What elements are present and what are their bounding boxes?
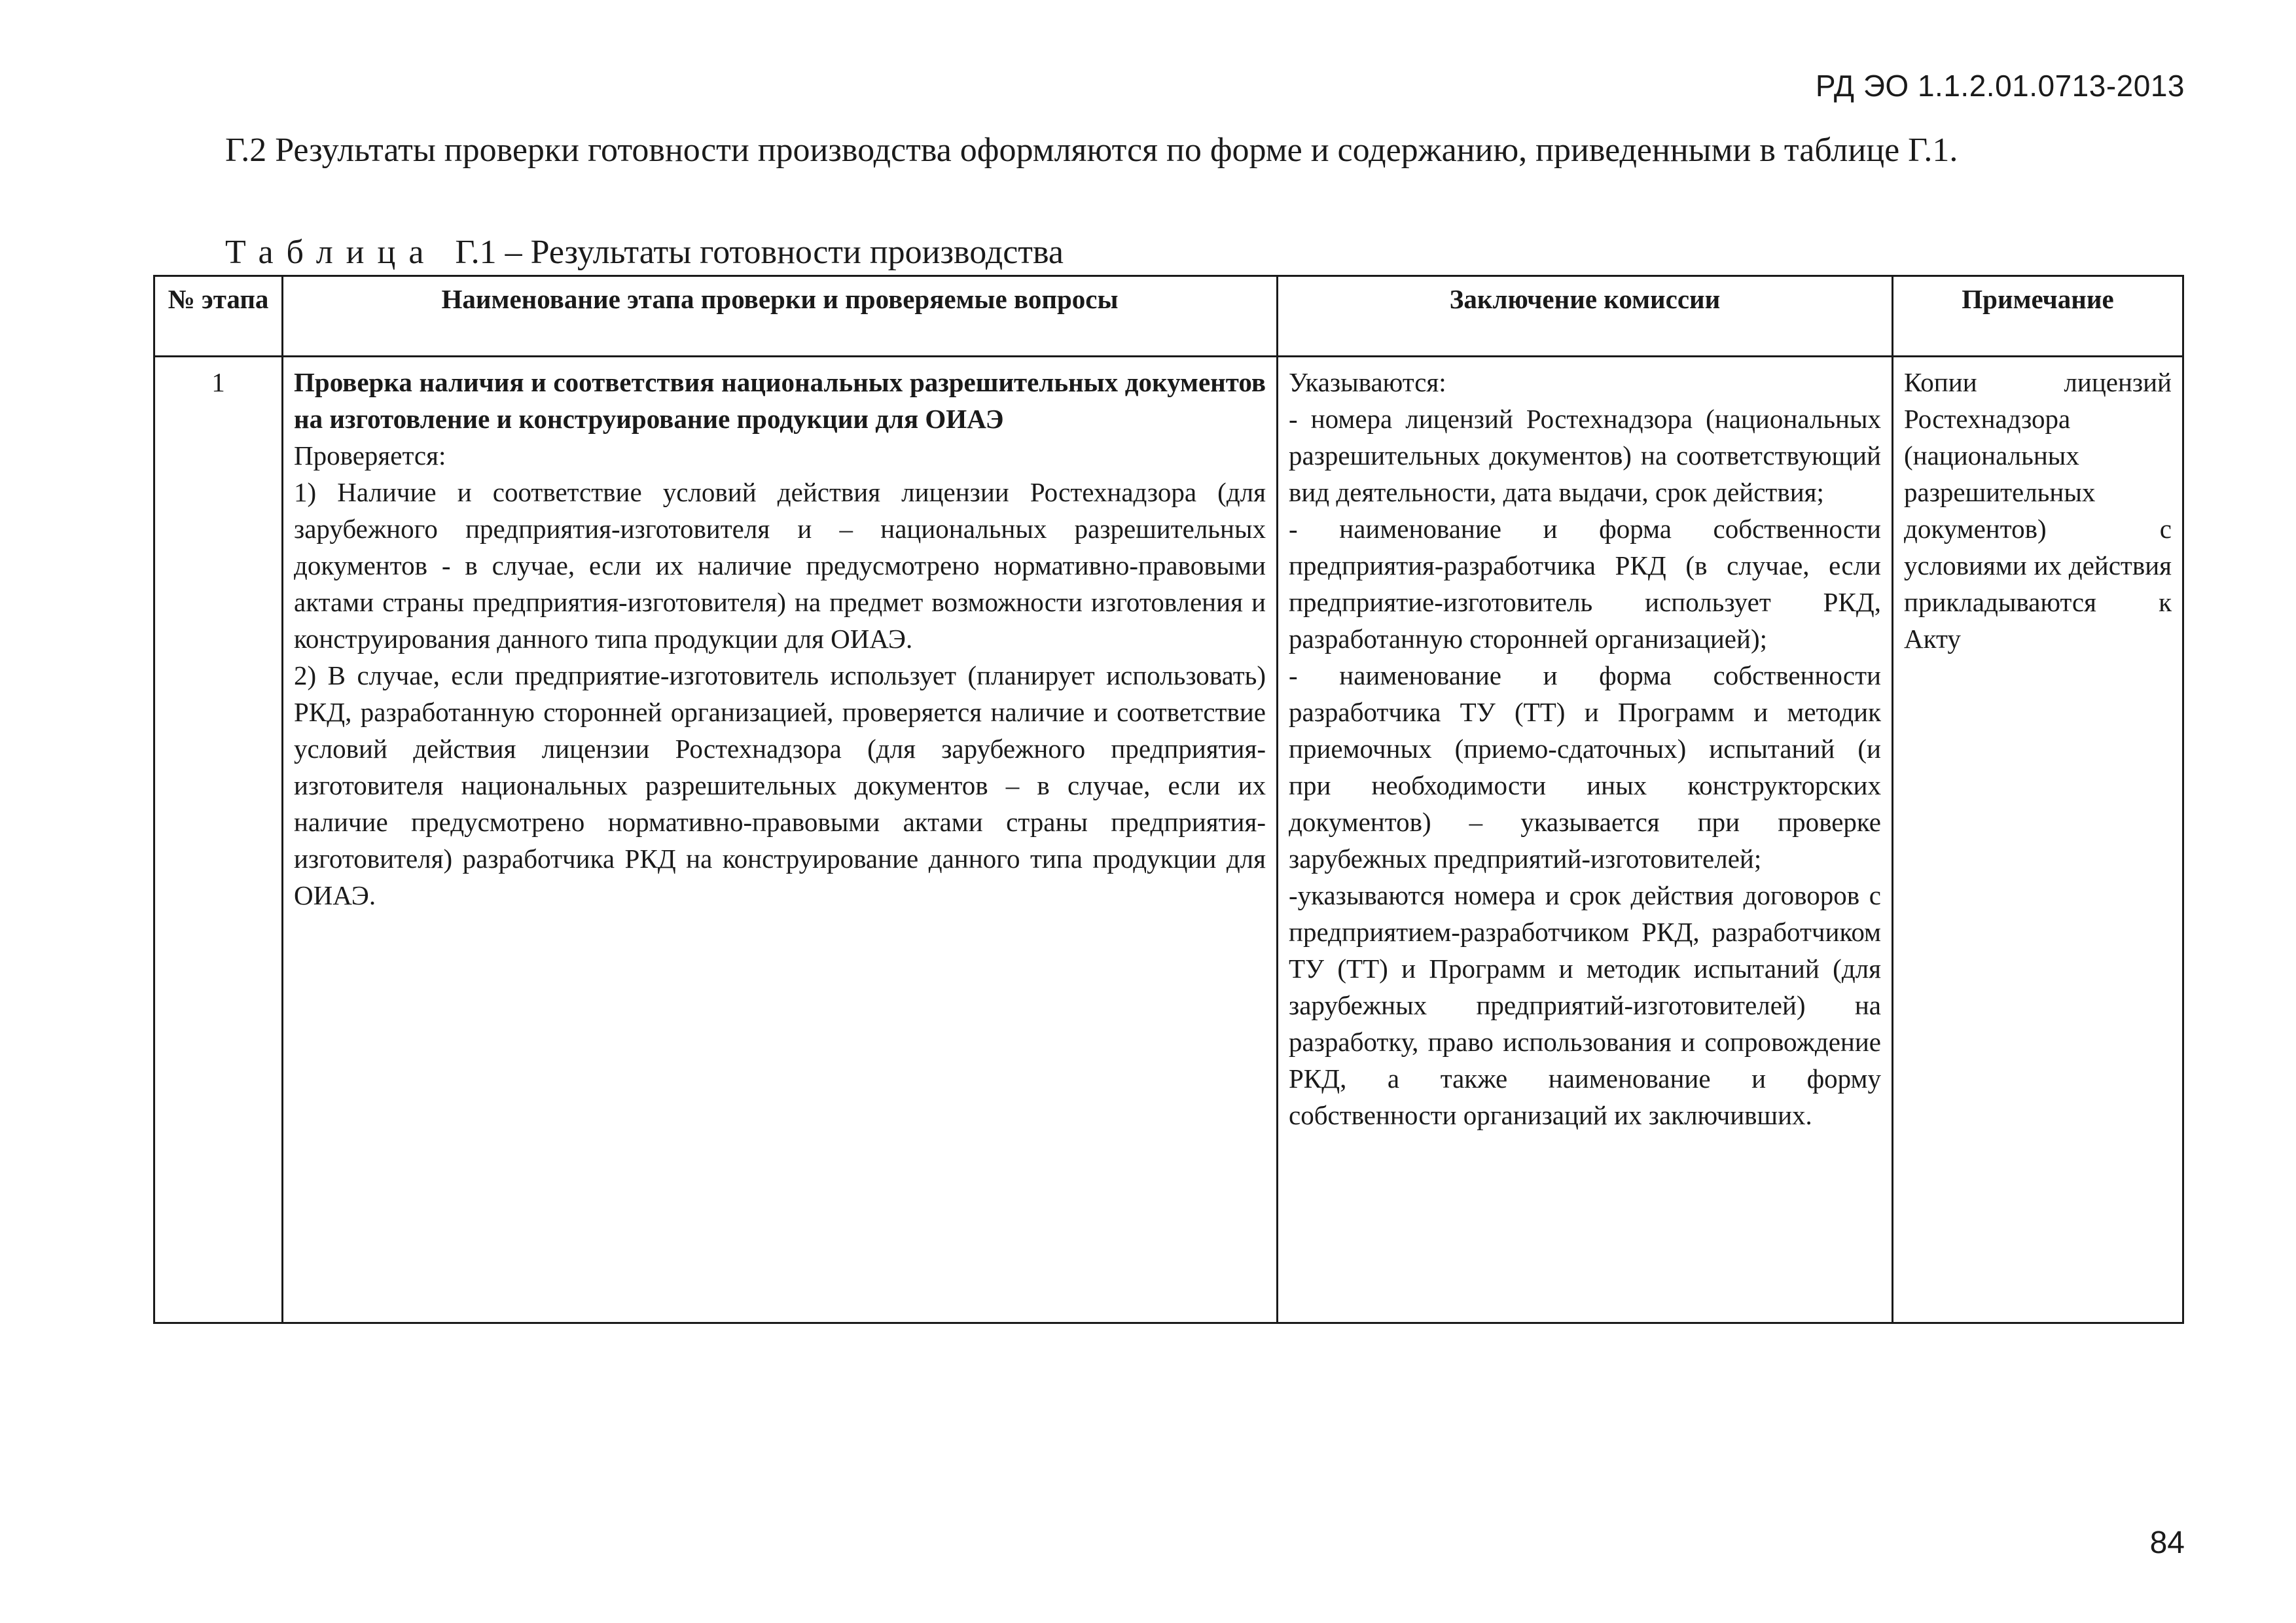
table-caption-label: Таблица [225, 234, 437, 271]
conclusion-label: Указываются: [1289, 367, 1446, 397]
conclusion-item-4: -указываются номера и срок действия договоров с предприятием-разработчиком РКД, разработчиком ТУ (ТТ) и Программ и методик испытаний (для зарубежных предприятий-изготовителей) на разработку, право использования и сопровождение РКД, а также наименование и форму собственности организаций их заключивших. [1289, 880, 1881, 1130]
header-conclusion: Заключение комиссии [1278, 276, 1893, 357]
header-stage-name: Наименование этапа проверки и проверяемые вопросы [283, 276, 1278, 357]
table-header-row [154, 276, 2183, 357]
document-code: РД ЭО 1.1.2.01.0713-2013 [1815, 69, 2185, 103]
note-text: Копии лицензий Ростехнадзора (национальных разрешительных документов) с условиями их действия прикладываются к Акту [1904, 367, 2172, 654]
cell-stage-description [283, 357, 1278, 1323]
table-caption [225, 233, 1064, 272]
table-caption-number: Г.1 – [455, 234, 522, 271]
stage-title: Проверка наличия и соответствия национальных разрешительных документов на изготовление и конструирование продукции для ОИАЭ [294, 367, 1266, 434]
checked-item-1: 1) Наличие и соответствие условий действия лицензии Ростехнадзора (для зарубежного предприятия-изготовителя и – национальных разрешительных документов - в случае, если их наличие предусмотрено нормативно-правовыми актами страны предприятия-изготовителя) на предмет возможности изготовления и конструирования данного типа продукции для ОИАЭ. [294, 477, 1266, 654]
header-stage-no: № этапа [154, 276, 283, 357]
table-caption-title: Результаты готовности производства [530, 234, 1064, 271]
results-table [153, 275, 2184, 1324]
cell-stage-no: 1 [154, 357, 283, 1323]
conclusion-item-1: - номера лицензий Ростехнадзора (национальных разрешительных документов) на соответствующий вид деятельности, дата выдачи, срок действия; [1289, 404, 1881, 507]
cell-note [1893, 357, 2183, 1323]
checked-label: Проверяется: [294, 440, 446, 471]
header-note: Примечание [1893, 276, 2183, 357]
cell-conclusion [1278, 357, 1893, 1323]
page-number: 84 [2149, 1525, 2185, 1560]
conclusion-item-2: - наименование и форма собственности предприятия-разработчика РКД (в случае, если предприятие-изготовитель использует РКД, разработанную сторонней организацией); [1289, 514, 1881, 654]
conclusion-item-3: - наименование и форма собственности разработчика ТУ (ТТ) и Программ и методик приемочных (приемо-сдаточных) испытаний (и при необходимости иных конструкторских документов) – указывается при проверке зарубежных предприятий-изготовителей; [1289, 660, 1881, 874]
checked-item-2: 2) В случае, если предприятие-изготовитель использует (планирует использовать) РКД, разработанную сторонней организацией, проверяется наличие и соответствие условий действия лицензии Ростехнадзора (для зарубежного предприятия-изготовителя национальных разрешительных документов – в случае, если их наличие предусмотрено нормативно-правовыми актами страны предприятия-изготовителя) разработчика РКД на конструирование данного типа продукции для ОИАЭ. [294, 660, 1266, 910]
intro-paragraph: Г.2 Результаты проверки готовности производства оформляются по форме и содержанию, приведенными в таблице Г.1. [225, 132, 1958, 169]
table-row [154, 357, 2183, 1323]
